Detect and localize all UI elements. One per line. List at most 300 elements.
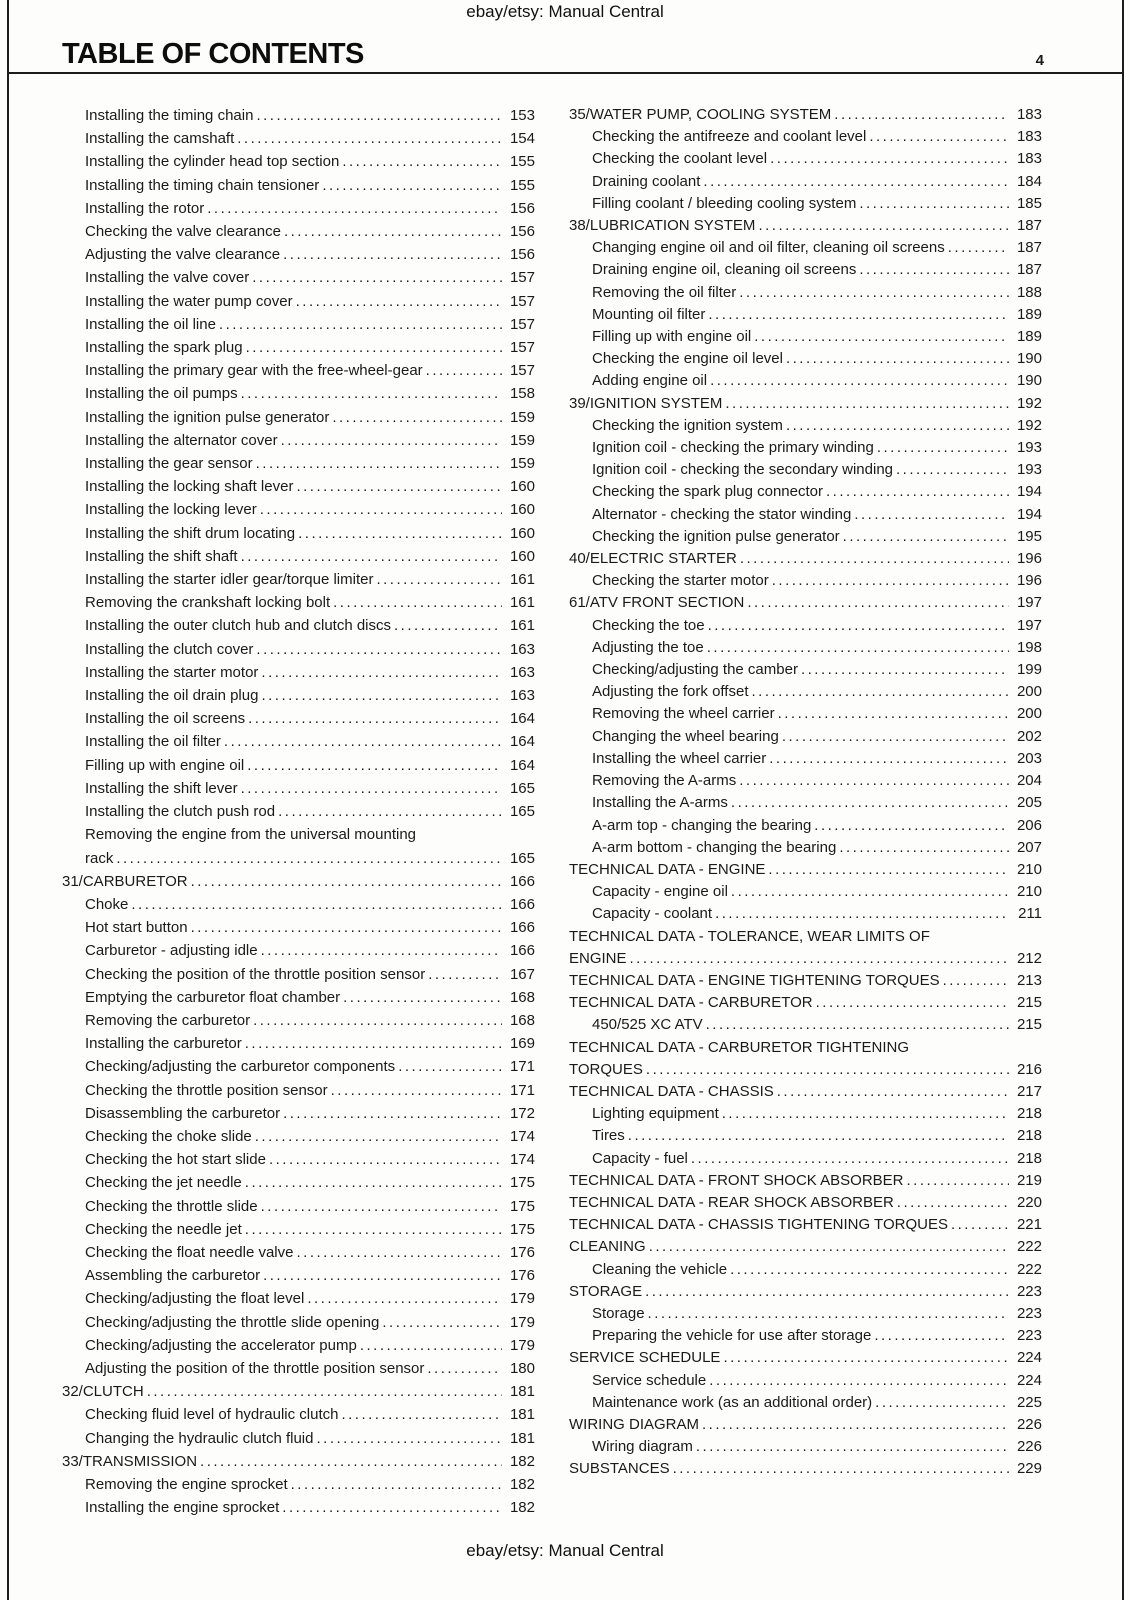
toc-entry bbox=[592, 326, 1042, 348]
toc-entry bbox=[85, 359, 535, 382]
toc-entry-label: Adjusting the toe bbox=[592, 638, 704, 656]
toc-entry-label: Checking the starter motor bbox=[592, 572, 769, 590]
toc-entry bbox=[592, 415, 1042, 437]
toc-entry-page: 224 bbox=[1016, 1371, 1042, 1389]
toc-entry-label: TECHNICAL DATA - REAR SHOCK ABSORBER bbox=[569, 1193, 894, 1211]
toc-entry-label: Installing the camshaft bbox=[85, 130, 235, 148]
toc-entry-row bbox=[85, 777, 535, 800]
toc-entry-row bbox=[85, 452, 535, 475]
toc-entry-page: 222 bbox=[1016, 1260, 1042, 1278]
toc-leader-dots bbox=[875, 1392, 1009, 1414]
toc-entry bbox=[592, 1392, 1042, 1414]
toc-entry-page: 164 bbox=[509, 733, 535, 751]
toc-entry-row bbox=[62, 1380, 535, 1403]
toc-entry-label: Checking the throttle slide bbox=[85, 1197, 258, 1215]
toc-entry-page: 182 bbox=[509, 1499, 535, 1517]
toc-entry-row bbox=[592, 148, 1042, 170]
toc-entry-page: 171 bbox=[509, 1081, 535, 1099]
toc-entry bbox=[569, 1281, 1042, 1303]
toc-entry-page: 184 bbox=[1016, 172, 1042, 190]
toc-entry bbox=[85, 197, 535, 220]
toc-leader-dots bbox=[768, 859, 1009, 881]
toc-entry-row bbox=[85, 522, 535, 545]
toc-leader-dots bbox=[834, 104, 1009, 126]
toc-entry-page: 192 bbox=[1016, 416, 1042, 434]
toc-entry-page: 187 bbox=[1016, 217, 1042, 235]
toc-entry bbox=[592, 370, 1042, 392]
toc-entry bbox=[85, 1427, 535, 1450]
toc-entry bbox=[592, 792, 1042, 814]
toc-entry-label: Checking the choke slide bbox=[85, 1127, 252, 1145]
toc-entry-label: Installing the oil line bbox=[85, 315, 216, 333]
toc-entry-row bbox=[569, 859, 1042, 881]
toc-leader-dots bbox=[131, 893, 502, 916]
toc-entry bbox=[592, 903, 1042, 925]
toc-entry-row bbox=[85, 406, 535, 429]
toc-leader-dots bbox=[282, 1496, 502, 1519]
toc-entry-label: Installing the locking lever bbox=[85, 501, 257, 519]
toc-entry-label: Adjusting the fork offset bbox=[592, 683, 749, 701]
toc-entry-page: 226 bbox=[1016, 1415, 1042, 1433]
toc-entry bbox=[592, 570, 1042, 592]
toc-entry-row bbox=[85, 916, 535, 939]
toc-entry bbox=[592, 437, 1042, 459]
toc-entry-label: 38/LUBRICATION SYSTEM bbox=[569, 217, 756, 235]
toc-entry-row bbox=[592, 726, 1042, 748]
toc-entry-label: rack bbox=[85, 849, 114, 867]
toc-leader-dots bbox=[246, 336, 502, 359]
toc-entry-row bbox=[569, 1414, 1042, 1436]
toc-entry-page: 161 bbox=[509, 617, 535, 635]
toc-leader-dots bbox=[782, 726, 1009, 748]
page-title: TABLE OF CONTENTS bbox=[62, 38, 364, 70]
toc-entry-page: 196 bbox=[1016, 572, 1042, 590]
toc-entry-label: Installing the oil filter bbox=[85, 733, 221, 751]
toc-entry-row bbox=[569, 948, 1042, 970]
toc-entry bbox=[592, 481, 1042, 503]
toc-entry-page: 218 bbox=[1016, 1127, 1042, 1145]
toc-entry-page: 161 bbox=[509, 594, 535, 612]
toc-leader-dots bbox=[398, 1055, 502, 1078]
toc-leader-dots bbox=[245, 1218, 502, 1241]
toc-entry-label: Emptying the carburetor float chamber bbox=[85, 988, 341, 1006]
toc-entry-label: Installing the water pump cover bbox=[85, 292, 293, 310]
toc-entry bbox=[85, 986, 535, 1009]
toc-entry bbox=[592, 1125, 1042, 1147]
toc-entry bbox=[85, 1125, 535, 1148]
toc-entry-page: 171 bbox=[509, 1058, 535, 1076]
toc-entry-row bbox=[569, 1347, 1042, 1369]
toc-entry-page: 193 bbox=[1016, 439, 1042, 457]
toc-entry-row bbox=[85, 1496, 535, 1519]
toc-entry-row bbox=[569, 1170, 1042, 1192]
toc-leader-dots bbox=[332, 406, 502, 429]
toc-leader-dots bbox=[843, 526, 1009, 548]
toc-entry bbox=[85, 963, 535, 986]
toc-entry bbox=[85, 406, 535, 429]
toc-leader-dots bbox=[907, 1170, 1010, 1192]
toc-entry-page: 194 bbox=[1016, 505, 1042, 523]
toc-entry-label: 40/ELECTRIC STARTER bbox=[569, 550, 737, 568]
toc-entry-label: 35/WATER PUMP, COOLING SYSTEM bbox=[569, 106, 832, 123]
toc-entry-label: Adding engine oil bbox=[592, 372, 708, 390]
toc-entry-label: Removing the wheel carrier bbox=[592, 705, 775, 723]
toc-entry bbox=[85, 893, 535, 916]
toc-entry bbox=[592, 615, 1042, 637]
toc-entry-row bbox=[85, 591, 535, 614]
toc-entry-page: 159 bbox=[509, 431, 535, 449]
toc-entry-row bbox=[592, 1103, 1042, 1125]
toc-leader-dots bbox=[291, 1473, 502, 1496]
toc-leader-dots bbox=[777, 1081, 1009, 1103]
toc-entry-page: 174 bbox=[509, 1151, 535, 1169]
toc-leader-dots bbox=[256, 452, 502, 475]
toc-entry-page: 195 bbox=[1016, 527, 1042, 545]
toc-entry-label: 61/ATV FRONT SECTION bbox=[569, 594, 745, 612]
toc-entry-row bbox=[85, 1218, 535, 1241]
toc-leader-dots bbox=[298, 522, 502, 545]
toc-entry-row bbox=[569, 1192, 1042, 1214]
toc-leader-dots bbox=[816, 992, 1009, 1014]
toc-entry bbox=[569, 1236, 1042, 1258]
toc-entry bbox=[85, 336, 535, 359]
toc-entry bbox=[85, 174, 535, 197]
toc-leader-dots bbox=[248, 707, 502, 730]
toc-entry-label: Filling up with engine oil bbox=[592, 328, 752, 346]
toc-entry-label: 450/525 XC ATV bbox=[592, 1016, 703, 1034]
toc-entry-row bbox=[592, 437, 1042, 459]
toc-leader-dots bbox=[869, 126, 1009, 148]
toc-entry-label: Installing the timing chain tensioner bbox=[85, 176, 320, 194]
toc-leader-dots bbox=[648, 1303, 1009, 1325]
toc-leader-dots bbox=[428, 963, 502, 986]
toc-entry-page: 188 bbox=[1016, 283, 1042, 301]
toc-entry-page: 226 bbox=[1016, 1438, 1042, 1456]
toc-leader-dots bbox=[237, 127, 502, 150]
toc-entry bbox=[85, 707, 535, 730]
toc-entry-page: 225 bbox=[1016, 1393, 1042, 1411]
toc-entry-row bbox=[85, 1334, 535, 1357]
toc-entry-label: Installing the cylinder head top section bbox=[85, 153, 340, 171]
toc-entry-row bbox=[85, 614, 535, 637]
toc-entry-label: Installing the oil drain plug bbox=[85, 687, 259, 705]
toc-leader-dots bbox=[296, 475, 502, 498]
toc-leader-dots bbox=[731, 792, 1009, 814]
toc-entry bbox=[85, 638, 535, 661]
toc-entry-row bbox=[592, 171, 1042, 193]
toc-entry-page: 164 bbox=[509, 710, 535, 728]
toc-entry-label: Installing the locking shaft lever bbox=[85, 478, 294, 496]
toc-entry bbox=[592, 193, 1042, 215]
toc-entry-row bbox=[569, 1458, 1042, 1480]
toc-entry-row bbox=[592, 1259, 1042, 1281]
toc-leader-dots bbox=[360, 1334, 502, 1357]
toc-entry bbox=[592, 770, 1042, 792]
toc-entry-label: Checking the antifreeze and coolant level bbox=[592, 128, 867, 146]
toc-entry-page: 169 bbox=[509, 1035, 535, 1053]
toc-entry-page: 156 bbox=[509, 246, 535, 264]
toc-entry-page: 179 bbox=[509, 1313, 535, 1331]
toc-entry-page: 167 bbox=[509, 965, 535, 983]
toc-entry-page: 212 bbox=[1016, 949, 1042, 967]
toc-leader-dots bbox=[751, 681, 1009, 703]
toc-entry-label: Wiring diagram bbox=[592, 1438, 693, 1456]
toc-entry-label: SERVICE SCHEDULE bbox=[569, 1349, 721, 1367]
toc-entry-page: 194 bbox=[1016, 483, 1042, 501]
toc-entry-label: Changing engine oil and oil filter, cleaning oil screens bbox=[592, 239, 945, 257]
toc-entry bbox=[569, 1192, 1042, 1214]
toc-entry-page: 185 bbox=[1016, 194, 1042, 212]
toc-entry-label: Installing the gear sensor bbox=[85, 455, 253, 473]
toc-leader-dots bbox=[342, 150, 502, 173]
toc-entry-page: 210 bbox=[1016, 860, 1042, 878]
toc-column-left bbox=[62, 104, 535, 1519]
toc-entry-row bbox=[85, 1195, 535, 1218]
toc-entry-page: 164 bbox=[509, 756, 535, 774]
toc-entry-row bbox=[85, 707, 535, 730]
toc-entry-row bbox=[85, 382, 535, 405]
toc-entry bbox=[85, 661, 535, 684]
toc-leader-dots bbox=[739, 282, 1009, 304]
toc-entry bbox=[85, 452, 535, 475]
toc-entry-page: 157 bbox=[509, 339, 535, 357]
toc-entry-page: 181 bbox=[509, 1406, 535, 1424]
toc-entry-row bbox=[85, 1473, 535, 1496]
toc-entry-label: Checking the float needle valve bbox=[85, 1243, 294, 1261]
toc-entry-page: 181 bbox=[509, 1429, 535, 1447]
toc-entry-row bbox=[569, 548, 1042, 570]
toc-leader-dots bbox=[284, 220, 502, 243]
toc-entry-page: 176 bbox=[509, 1243, 535, 1261]
toc-entry-label: Installing the wheel carrier bbox=[592, 749, 767, 767]
toc-entry-page: 223 bbox=[1016, 1327, 1042, 1345]
toc-entry bbox=[569, 1458, 1042, 1480]
page-footer: ebay/etsy: Manual Central bbox=[466, 1541, 664, 1560]
toc-entry bbox=[85, 220, 535, 243]
toc-entry-page: 207 bbox=[1016, 838, 1042, 856]
toc-entry bbox=[85, 1079, 535, 1102]
toc-leader-dots bbox=[722, 1103, 1009, 1125]
toc-entry bbox=[592, 126, 1042, 148]
toc-entry bbox=[592, 837, 1042, 859]
toc-entry-label: Draining coolant bbox=[592, 172, 701, 190]
toc-entry bbox=[85, 568, 535, 591]
toc-leader-dots bbox=[263, 1264, 502, 1287]
toc-entry-page: 187 bbox=[1016, 261, 1042, 279]
toc-leader-dots bbox=[709, 1370, 1009, 1392]
toc-leader-dots bbox=[706, 1014, 1009, 1036]
toc-entry-label: Installing the engine sprocket bbox=[85, 1499, 280, 1517]
toc-entry-label: Hot start button bbox=[85, 919, 188, 937]
toc-entry bbox=[592, 459, 1042, 481]
toc-entry-row bbox=[85, 1055, 535, 1078]
toc-entry-row bbox=[85, 1264, 535, 1287]
toc-entry-page: 211 bbox=[1018, 905, 1042, 923]
toc-entry-row bbox=[85, 963, 535, 986]
toc-entry-page: 166 bbox=[509, 942, 535, 960]
toc-entry-row bbox=[85, 498, 535, 521]
toc-leader-dots bbox=[283, 1102, 502, 1125]
toc-entry-row bbox=[592, 659, 1042, 681]
toc-leader-dots bbox=[147, 1380, 502, 1403]
toc-leader-dots bbox=[731, 881, 1009, 903]
toc-leader-dots bbox=[376, 568, 502, 591]
toc-leader-dots bbox=[758, 215, 1009, 237]
toc-leader-dots bbox=[253, 1009, 502, 1032]
toc-entry-row bbox=[85, 1125, 535, 1148]
toc-entry-label: Installing the valve cover bbox=[85, 269, 250, 287]
toc-entry-label: Changing the hydraulic clutch fluid bbox=[85, 1429, 314, 1447]
toc-entry bbox=[85, 1102, 535, 1125]
toc-entry-page: 160 bbox=[509, 478, 535, 496]
toc-entry-page: 221 bbox=[1016, 1216, 1042, 1234]
toc-leader-dots bbox=[723, 1347, 1009, 1369]
toc-entry bbox=[592, 1259, 1042, 1281]
toc-entry-page: 176 bbox=[509, 1267, 535, 1285]
toc-entry bbox=[592, 282, 1042, 304]
toc-entry bbox=[592, 659, 1042, 681]
toc-entry-page: 180 bbox=[509, 1359, 535, 1377]
toc-entry bbox=[592, 1325, 1042, 1347]
toc-entry-row bbox=[85, 1311, 535, 1334]
toc-entry-row bbox=[592, 770, 1042, 792]
toc-leader-dots bbox=[241, 382, 502, 405]
toc-entry-label: Capacity - fuel bbox=[592, 1149, 688, 1167]
toc-entry-row bbox=[592, 1370, 1042, 1392]
toc-entry-label: Checking the valve clearance bbox=[85, 223, 281, 241]
toc-leader-dots bbox=[316, 1427, 502, 1450]
toc-leader-dots bbox=[261, 939, 502, 962]
toc-entry bbox=[569, 1081, 1042, 1103]
toc-entry bbox=[569, 393, 1042, 415]
toc-entry-row bbox=[85, 568, 535, 591]
toc-entry-label: Checking the coolant level bbox=[592, 150, 768, 168]
toc-entry-label: Checking the needle jet bbox=[85, 1220, 242, 1238]
toc-entry-label: Assembling the carburetor bbox=[85, 1267, 261, 1285]
toc-entry-page: 163 bbox=[509, 663, 535, 681]
toc-entry-row bbox=[569, 1281, 1042, 1303]
toc-entry bbox=[85, 1195, 535, 1218]
toc-entry-row bbox=[592, 282, 1042, 304]
toc-entry bbox=[569, 1214, 1042, 1236]
toc-entry-row bbox=[569, 1081, 1042, 1103]
toc-entry-page: 192 bbox=[1016, 394, 1042, 412]
toc-entry-label: Installing the primary gear with the free-wheel-gear bbox=[85, 362, 423, 380]
toc-entry bbox=[569, 1170, 1042, 1192]
page-border-right bbox=[1122, 0, 1124, 1600]
toc-entry bbox=[569, 1414, 1042, 1436]
toc-entry-row bbox=[85, 266, 535, 289]
toc-entry-row bbox=[85, 429, 535, 452]
toc-entry bbox=[85, 591, 535, 614]
toc-entry-row bbox=[85, 359, 535, 382]
toc-entry bbox=[592, 748, 1042, 770]
toc-leader-dots bbox=[673, 1458, 1009, 1480]
toc-entry-row bbox=[85, 1032, 535, 1055]
toc-entry-page: 183 bbox=[1016, 128, 1042, 146]
toc-entry bbox=[592, 504, 1042, 526]
toc-entry-label: Checking the jet needle bbox=[85, 1174, 242, 1192]
toc-entry-label: Draining engine oil, cleaning oil screens bbox=[592, 261, 857, 279]
toc-entry-label: Choke bbox=[85, 895, 129, 913]
toc-entry-row bbox=[85, 1241, 535, 1264]
toc-entry-label: Checking the throttle position sensor bbox=[85, 1081, 328, 1099]
toc-entry bbox=[569, 970, 1042, 992]
toc-entry-label: A-arm top - changing the bearing bbox=[592, 816, 812, 834]
toc-entry-row bbox=[85, 475, 535, 498]
toc-leader-dots bbox=[628, 1125, 1009, 1147]
toc-leader-dots bbox=[341, 1403, 502, 1426]
toc-entry-page: 196 bbox=[1016, 550, 1042, 568]
toc-entry bbox=[85, 266, 535, 289]
toc-entry-page: 218 bbox=[1016, 1105, 1042, 1123]
toc-entry bbox=[569, 104, 1042, 126]
toc-entry-row bbox=[592, 1303, 1042, 1325]
toc-entry-page: 168 bbox=[509, 988, 535, 1006]
toc-entry bbox=[85, 1473, 535, 1496]
toc-entry-label: TORQUES bbox=[569, 1060, 643, 1078]
toc-entry-row bbox=[85, 127, 535, 150]
toc-entry-page: 202 bbox=[1016, 727, 1042, 745]
toc-leader-dots bbox=[630, 948, 1009, 970]
toc-entry-label: Adjusting the position of the throttle position sensor bbox=[85, 1359, 425, 1377]
toc-entry-label: Installing the rotor bbox=[85, 199, 205, 217]
toc-entry-row bbox=[85, 243, 535, 266]
toc-leader-dots bbox=[839, 837, 1009, 859]
toc-entry-page: 165 bbox=[509, 779, 535, 797]
toc-leader-dots bbox=[278, 800, 502, 823]
toc-entry-page: 203 bbox=[1016, 749, 1042, 767]
toc-entry-page: 215 bbox=[1016, 1016, 1042, 1034]
toc-entry-label: Installing the starter motor bbox=[85, 663, 259, 681]
toc-entry-label: Disassembling the carburetor bbox=[85, 1104, 281, 1122]
toc-entry-label: Removing the engine sprocket bbox=[85, 1475, 288, 1493]
toc-entry-row bbox=[592, 637, 1042, 659]
toc-entry bbox=[569, 992, 1042, 1014]
toc-entry-label: Checking the ignition pulse generator bbox=[592, 527, 840, 545]
toc-leader-dots bbox=[307, 1287, 502, 1310]
toc-entry-row bbox=[592, 1392, 1042, 1414]
toc-entry-label: Checking/adjusting the accelerator pump bbox=[85, 1336, 357, 1354]
toc-entry bbox=[85, 475, 535, 498]
toc-entry-label: TECHNICAL DATA - CARBURETOR bbox=[569, 994, 813, 1012]
toc-leader-dots bbox=[708, 615, 1009, 637]
toc-entry bbox=[592, 1148, 1042, 1170]
toc-leader-dots bbox=[256, 104, 502, 127]
toc-entry bbox=[85, 1496, 535, 1519]
toc-entry bbox=[592, 1303, 1042, 1325]
toc-entry-row bbox=[85, 220, 535, 243]
toc-leader-dots bbox=[859, 193, 1009, 215]
toc-entry-label-line: TECHNICAL DATA - TOLERANCE, WEAR LIMITS OF bbox=[569, 927, 930, 945]
toc-entry bbox=[85, 823, 535, 869]
toc-entry-label: Checking the position of the throttle position sensor bbox=[85, 965, 426, 983]
toc-entry-page: 198 bbox=[1016, 638, 1042, 656]
toc-entry-page: 160 bbox=[509, 547, 535, 565]
toc-entry bbox=[62, 870, 535, 893]
toc-entry-label: Ignition coil - checking the primary winding bbox=[592, 439, 874, 457]
toc-entry-label: Filling coolant / bleeding cooling system bbox=[592, 194, 857, 212]
toc-leader-dots bbox=[200, 1450, 502, 1473]
toc-entry-row bbox=[592, 681, 1042, 703]
toc-entry-page: 166 bbox=[509, 895, 535, 913]
toc-entry-row bbox=[85, 197, 535, 220]
toc-entry-row bbox=[592, 748, 1042, 770]
toc-entry bbox=[85, 127, 535, 150]
toc-leader-dots bbox=[247, 754, 502, 777]
toc-leader-dots bbox=[219, 313, 502, 336]
toc-entry-page: 165 bbox=[509, 803, 535, 821]
